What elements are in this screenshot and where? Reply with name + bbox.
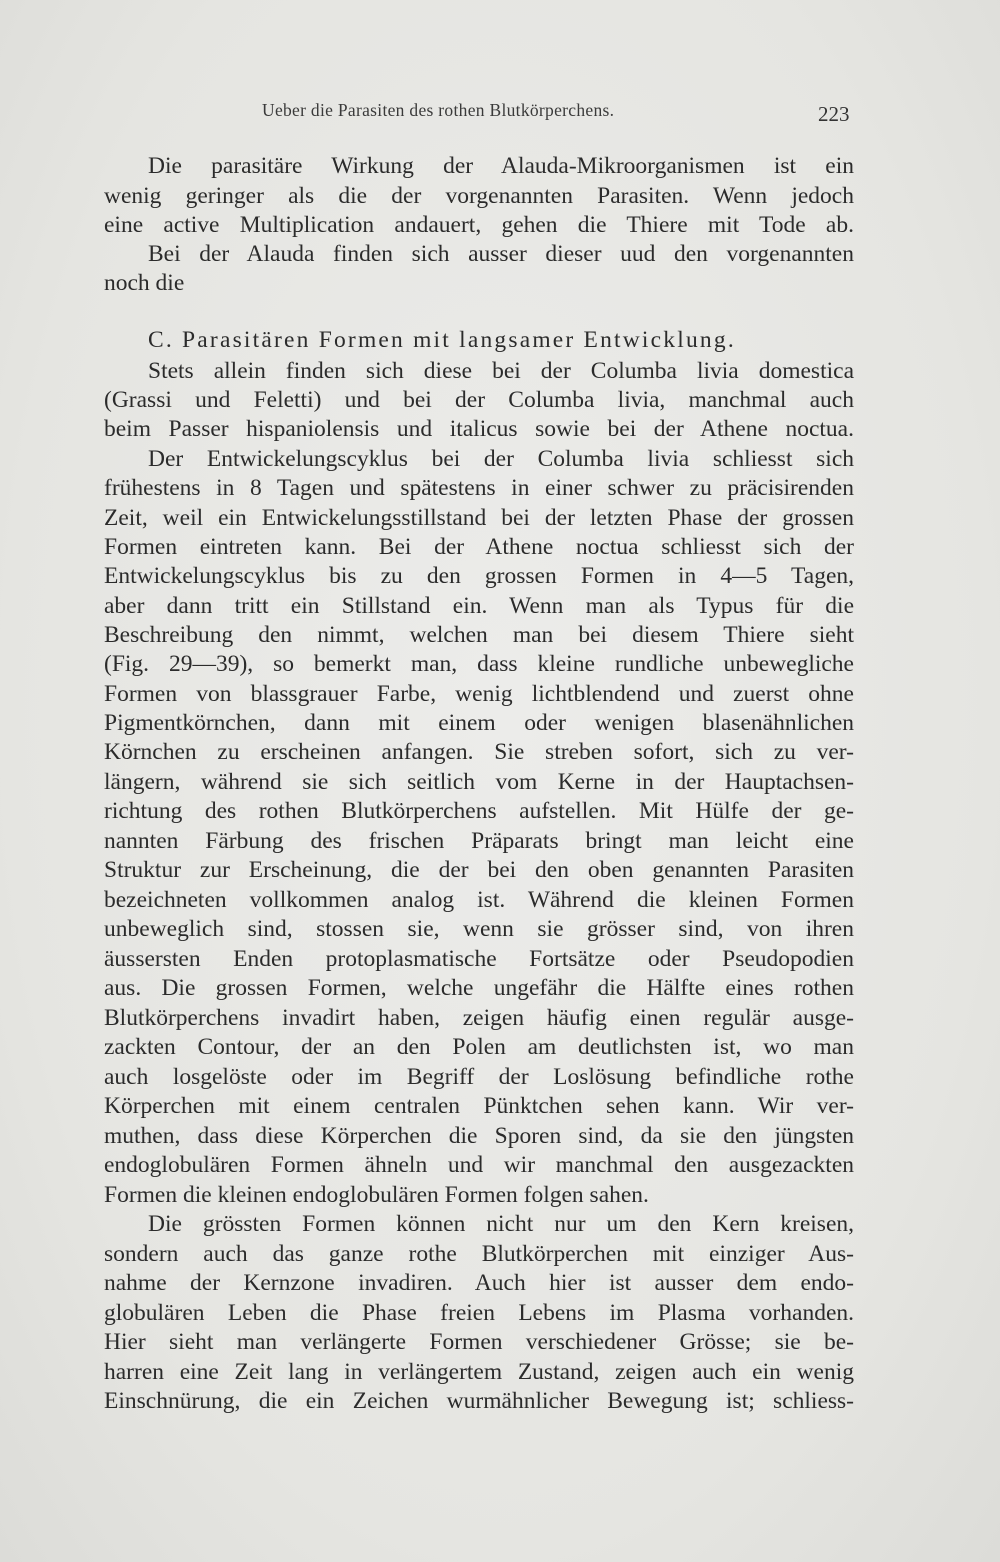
text-line: äussersten Enden protoplasmatische Fortsätze oder Pseudopodien bbox=[104, 946, 854, 972]
text-line: muthen, dass diese Körperchen die Sporen sind, da sie den jüngsten bbox=[104, 1123, 854, 1149]
text-line: bezeichneten vollkommen analog ist. Während die kleinen Formen bbox=[104, 887, 854, 913]
text-line: harren eine Zeit lang in verlängertem Zustand, zeigen auch ein wenig bbox=[104, 1359, 854, 1385]
text-line: Stets allein finden sich diese bei der Columba livia domestica bbox=[148, 358, 854, 384]
text-line: auch losgelöste oder im Begriff der Loslösung befindliche rothe bbox=[104, 1064, 854, 1090]
text-line: aus. Die grossen Formen, welche ungefähr die Hälfte eines rothen bbox=[104, 975, 854, 1001]
text-line: Der Entwickelungscyklus bei der Columba livia schliesst sich bbox=[148, 446, 854, 472]
text-line: längern, während sie sich seitlich vom Kerne in der Hauptachsen- bbox=[104, 769, 854, 795]
text-line: Hier sieht man verlängerte Formen verschiedener Grösse; sie be- bbox=[104, 1329, 854, 1355]
text-line: Struktur zur Erscheinung, die der bei den oben genannten Parasiten bbox=[104, 857, 854, 883]
text-line: Die parasitäre Wirkung der Alauda-Mikroorganismen ist ein bbox=[148, 153, 854, 179]
text-line: (Grassi und Feletti) und bei der Columba livia, manchmal auch bbox=[104, 387, 854, 413]
text-line: zackten Contour, der an den Polen am deutlichsten ist, wo man bbox=[104, 1034, 854, 1060]
text-line: Körperchen mit einem centralen Pünktchen sehen kann. Wir ver- bbox=[104, 1093, 854, 1119]
text-line: unbeweglich sind, stossen sie, wenn sie grösser sind, von ihren bbox=[104, 916, 854, 942]
text-line: Zeit, weil ein Entwickelungsstillstand bei der letzten Phase der grossen bbox=[104, 505, 854, 531]
text-line: nannten Färbung des frischen Präparats bringt man leicht eine bbox=[104, 828, 854, 854]
text-line: eine active Multiplication andauert, gehen die Thiere mit Tode ab. bbox=[104, 212, 854, 238]
text-line: Beschreibung den nimmt, welchen man bei diesem Thiere sieht bbox=[104, 622, 854, 648]
text-line: Blutkörperchens invadirt haben, zeigen häufig einen regulär ausge- bbox=[104, 1005, 854, 1031]
text-line: nahme der Kernzone invadiren. Auch hier ist ausser dem endo- bbox=[104, 1270, 854, 1296]
text-line: Körnchen zu erscheinen anfangen. Sie streben sofort, sich zu ver- bbox=[104, 739, 854, 765]
text-line: sondern auch das ganze rothe Blutkörperchen mit einziger Aus- bbox=[104, 1241, 854, 1267]
text-line: richtung des rothen Blutkörperchens aufstellen. Mit Hülfe der ge- bbox=[104, 798, 854, 824]
text-line: (Fig. 29—39), so bemerkt man, dass kleine rundliche unbewegliche bbox=[104, 651, 854, 677]
page-number: 223 bbox=[818, 102, 850, 126]
text-line: Einschnürung, die ein Zeichen wurmähnlicher Bewegung ist; schliess- bbox=[104, 1388, 854, 1414]
running-head: Ueber die Parasiten des rothen Blutkörperchens. bbox=[262, 100, 615, 120]
text-line: Bei der Alauda finden sich ausser dieser uud den vorgenannten bbox=[148, 241, 854, 267]
text-line: globulären Leben die Phase freien Lebens im Plasma vorhanden. bbox=[104, 1300, 854, 1326]
text-line: Pigmentkörnchen, dann mit einem oder wenigen blasenähnlichen bbox=[104, 710, 854, 736]
text-line: noch die bbox=[104, 270, 185, 296]
text-line: Die grössten Formen können nicht nur um den Kern kreisen, bbox=[148, 1211, 854, 1237]
text-line: Formen die kleinen endoglobulären Formen folgen sahen. bbox=[104, 1182, 649, 1208]
text-line: frühestens in 8 Tagen und spätestens in einer schwer zu präcisirenden bbox=[104, 475, 854, 501]
text-line: aber dann tritt ein Stillstand ein. Wenn man als Typus für die bbox=[104, 593, 854, 619]
text-line: endoglobulären Formen ähneln und wir manchmal den ausgezackten bbox=[104, 1152, 854, 1178]
text-line: wenig geringer als die der vorgenannten Parasiten. Wenn jedoch bbox=[104, 183, 854, 209]
text-line: Entwickelungscyklus bis zu den grossen Formen in 4—5 Tagen, bbox=[104, 563, 854, 589]
text-line: Formen eintreten kann. Bei der Athene noctua schliesst sich der bbox=[104, 534, 854, 560]
text-line: beim Passer hispaniolensis und italicus sowie bei der Athene noctua. bbox=[104, 416, 854, 442]
section-heading: C. Parasitären Formen mit langsamer Entwicklung. bbox=[148, 327, 736, 353]
text-line: Formen von blassgrauer Farbe, wenig lichtblendend und zuerst ohne bbox=[104, 681, 854, 707]
